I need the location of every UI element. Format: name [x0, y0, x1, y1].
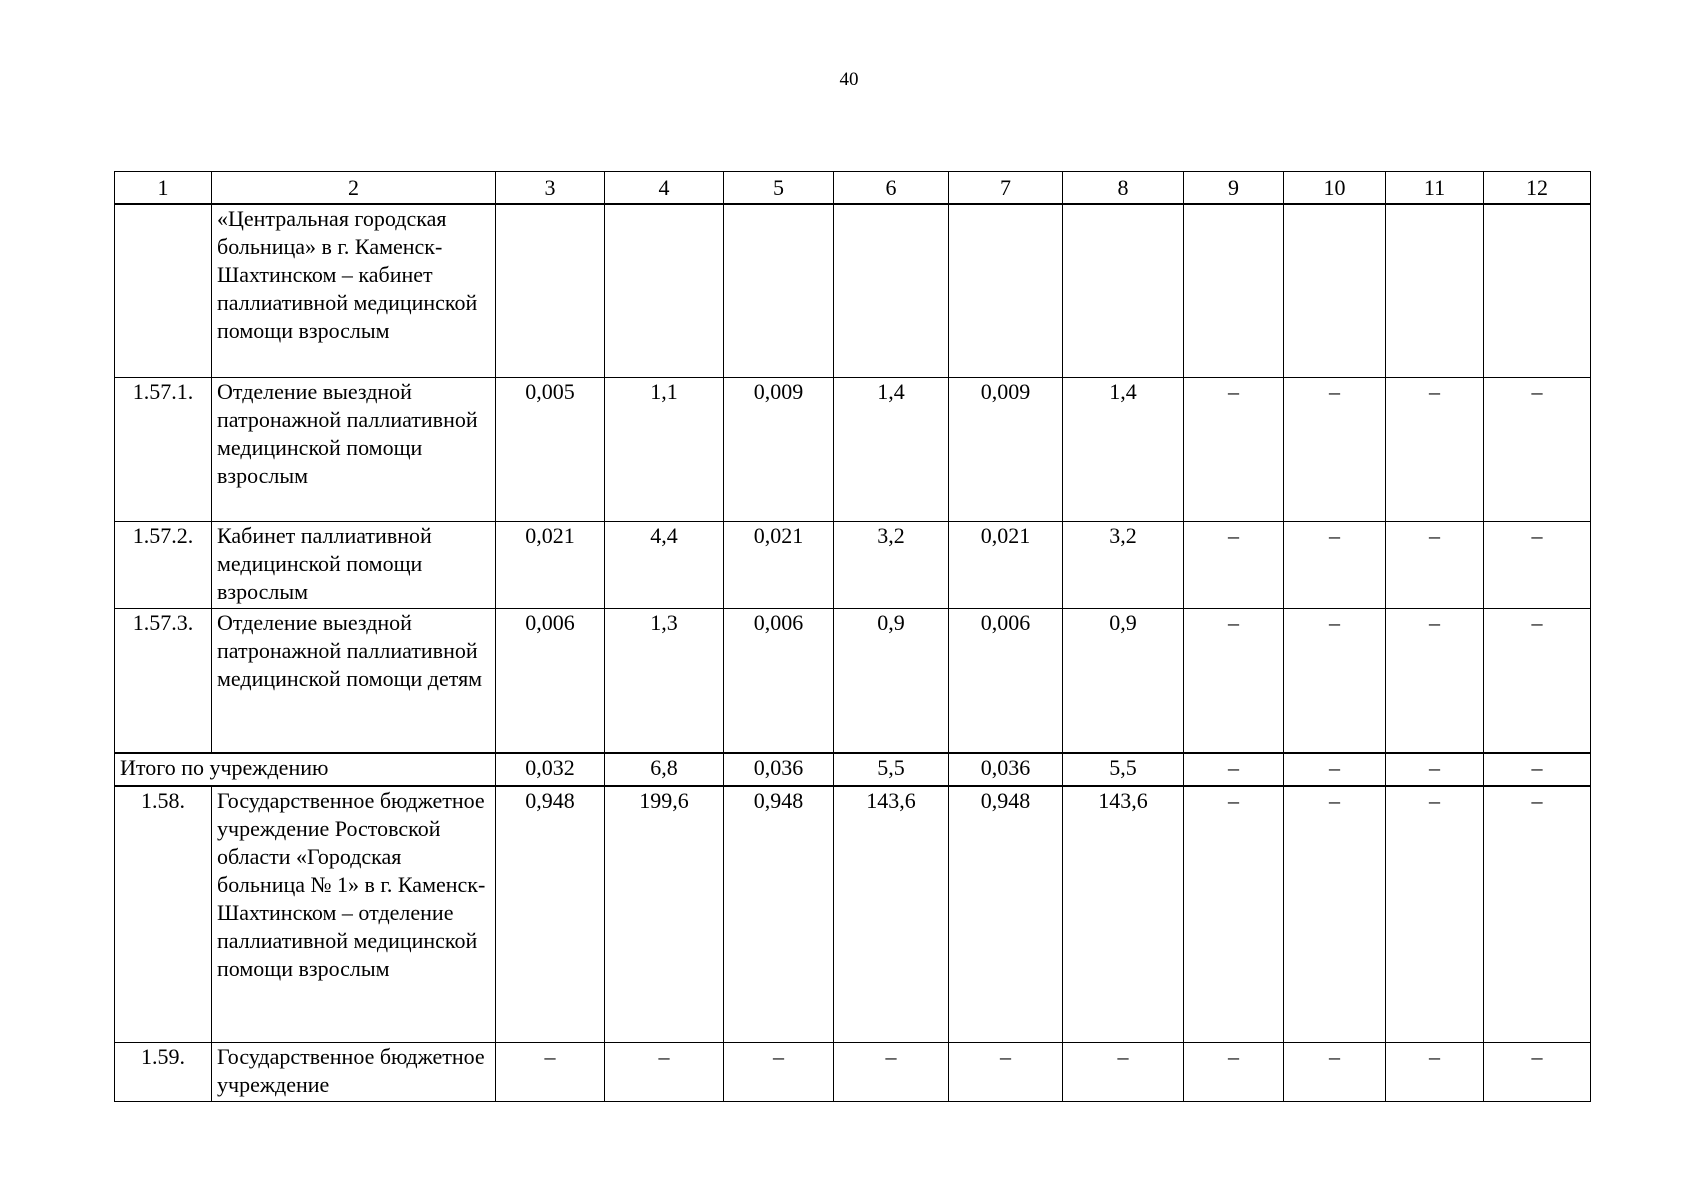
column-header: 11 — [1386, 172, 1484, 205]
table-cell: – — [1386, 786, 1484, 1043]
total-label: Итого по учреждению — [115, 753, 496, 786]
table-cell: 0,006 — [724, 609, 834, 754]
table-cell — [1063, 204, 1184, 378]
table-cell: – — [1184, 1043, 1284, 1102]
table-cell: – — [1184, 522, 1284, 609]
column-header: 12 — [1484, 172, 1591, 205]
row-index: 1.57.3. — [115, 609, 212, 754]
row-name: Кабинет паллиативной медицинской помощи взрослым — [212, 522, 496, 609]
table-cell: – — [1484, 786, 1591, 1043]
table-cell: 0,948 — [949, 786, 1063, 1043]
column-header: 6 — [834, 172, 949, 205]
table-cell: – — [1386, 1043, 1484, 1102]
table-cell: 1,1 — [605, 378, 724, 522]
table-cell — [1386, 204, 1484, 378]
column-header: 2 — [212, 172, 496, 205]
table-cell — [605, 204, 724, 378]
table-cell: – — [1184, 753, 1284, 786]
table-cell: – — [1284, 378, 1386, 522]
column-header: 10 — [1284, 172, 1386, 205]
table-cell: – — [1063, 1043, 1184, 1102]
table-cell: – — [1484, 609, 1591, 754]
column-header: 9 — [1184, 172, 1284, 205]
table-cell: – — [1484, 522, 1591, 609]
row-name: Государственное бюджетное учреждение Ростовской области «Городская больница № 1» в г. Каменск-Шахтинском – отделение паллиативной медицинской помощи взрослым — [212, 786, 496, 1043]
table-cell: 3,2 — [1063, 522, 1184, 609]
column-header: 3 — [496, 172, 605, 205]
row-index: 1.58. — [115, 786, 212, 1043]
table-cell: – — [1184, 609, 1284, 754]
table-cell — [834, 204, 949, 378]
table-cell: – — [1284, 753, 1386, 786]
table-cell: 0,009 — [949, 378, 1063, 522]
table-row — [115, 378, 1591, 522]
table-cell: 0,006 — [949, 609, 1063, 754]
row-name: Отделение выездной патронажной паллиативной медицинской помощи взрослым — [212, 378, 496, 522]
table-cell: 5,5 — [834, 753, 949, 786]
table-cell: – — [1386, 522, 1484, 609]
table-cell: 0,948 — [724, 786, 834, 1043]
table-cell: – — [1484, 1043, 1591, 1102]
row-index: 1.57.2. — [115, 522, 212, 609]
table-cell: – — [1386, 378, 1484, 522]
table-cell: 6,8 — [605, 753, 724, 786]
column-header: 8 — [1063, 172, 1184, 205]
table-cell: – — [1386, 609, 1484, 754]
table-cell: – — [1386, 753, 1484, 786]
table-cell — [949, 204, 1063, 378]
table-cell: 5,5 — [1063, 753, 1184, 786]
table-cell: 0,036 — [724, 753, 834, 786]
table-cell: – — [1284, 1043, 1386, 1102]
table-cell: 0,021 — [949, 522, 1063, 609]
table-cell: – — [1284, 522, 1386, 609]
table-cell: 1,4 — [834, 378, 949, 522]
table-cell: 0,9 — [834, 609, 949, 754]
row-name: Отделение выездной патронажной паллиативной медицинской помощи детям — [212, 609, 496, 754]
table-cell: 199,6 — [605, 786, 724, 1043]
page-number: 40 — [839, 69, 859, 90]
column-header: 7 — [949, 172, 1063, 205]
row-index: 1.59. — [115, 1043, 212, 1102]
table-row — [115, 609, 1591, 754]
table-cell — [724, 204, 834, 378]
table-cell: – — [1184, 378, 1284, 522]
table-cell: 3,2 — [834, 522, 949, 609]
table-cell: 1,4 — [1063, 378, 1184, 522]
table-cell: 0,021 — [724, 522, 834, 609]
table-cell: – — [1284, 609, 1386, 754]
table-cell: – — [724, 1043, 834, 1102]
table-row — [115, 786, 1591, 1043]
column-header: 4 — [605, 172, 724, 205]
table-row — [115, 522, 1591, 609]
table-cell: 0,005 — [496, 378, 605, 522]
table-cell: 1,3 — [605, 609, 724, 754]
table-cell: 0,032 — [496, 753, 605, 786]
column-header: 5 — [724, 172, 834, 205]
data-table — [114, 171, 1591, 1102]
table-cell: 0,006 — [496, 609, 605, 754]
table-cell: – — [834, 1043, 949, 1102]
table-cell: 0,9 — [1063, 609, 1184, 754]
table-cell: 4,4 — [605, 522, 724, 609]
table-cell: – — [496, 1043, 605, 1102]
table-cell: – — [1484, 378, 1591, 522]
row-index — [115, 204, 212, 378]
table-cell — [1284, 204, 1386, 378]
table-cell: 0,948 — [496, 786, 605, 1043]
table-cell: – — [949, 1043, 1063, 1102]
row-index: 1.57.1. — [115, 378, 212, 522]
table-cell: – — [1184, 786, 1284, 1043]
table-cell — [496, 204, 605, 378]
table-row — [115, 1043, 1591, 1102]
table-cell — [1484, 204, 1591, 378]
table-cell: – — [1484, 753, 1591, 786]
table-row — [115, 204, 1591, 378]
total-row — [115, 753, 1591, 786]
table-cell: 143,6 — [1063, 786, 1184, 1043]
column-header: 1 — [115, 172, 212, 205]
row-name: Государственное бюджетное учреждение — [212, 1043, 496, 1102]
table-cell: 0,036 — [949, 753, 1063, 786]
table-cell — [1184, 204, 1284, 378]
table-cell: – — [605, 1043, 724, 1102]
row-name: «Центральная городская больница» в г. Каменск-Шахтинском – кабинет паллиативной медицинской помощи взрослым — [212, 204, 496, 378]
column-number-row — [115, 172, 1591, 205]
table-cell: 0,021 — [496, 522, 605, 609]
table-cell: 143,6 — [834, 786, 949, 1043]
table-cell: 0,009 — [724, 378, 834, 522]
table-cell: – — [1284, 786, 1386, 1043]
